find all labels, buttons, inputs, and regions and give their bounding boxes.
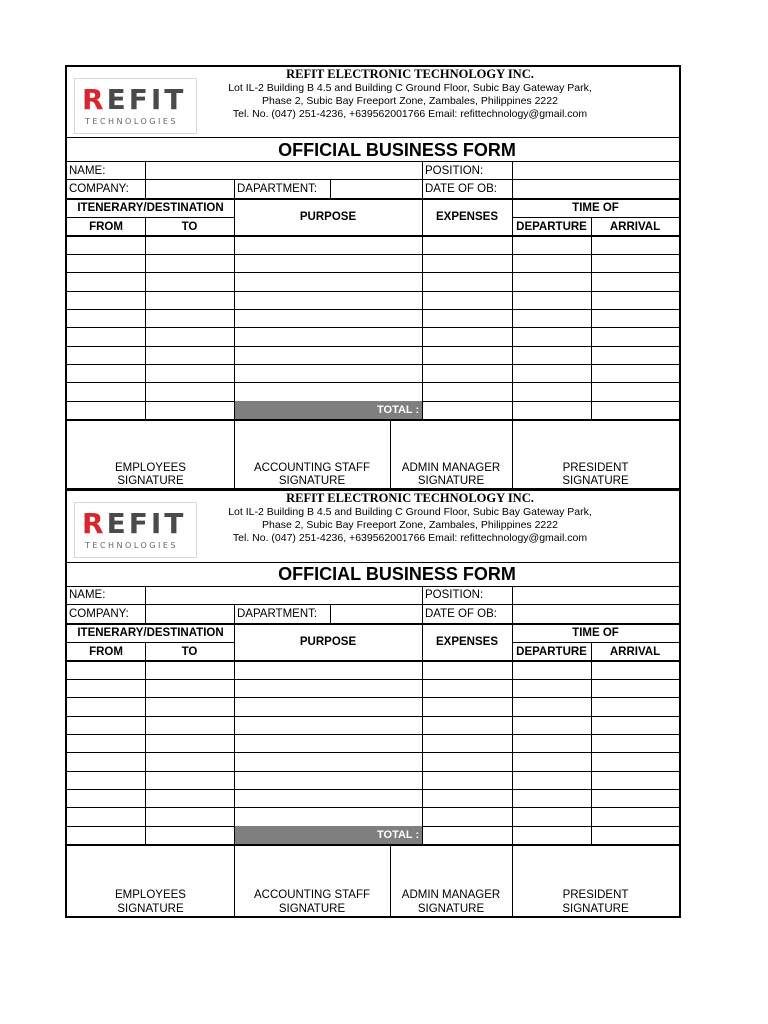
- name-input[interactable]: [146, 162, 422, 179]
- departure-header: DEPARTURE: [516, 221, 587, 233]
- purpose-header: PURPOSE: [299, 211, 357, 223]
- position-input[interactable]: [513, 587, 679, 604]
- accounting-signature-label: SIGNATURE: [278, 903, 346, 915]
- form-title: OFFICIAL BUSINESS FORM: [278, 140, 516, 160]
- accounting-label: ACCOUNTING STAFF: [253, 462, 371, 474]
- arrival-header: ARRIVAL: [609, 221, 661, 233]
- address-line-1: Lot IL-2 Building B 4.5 and Building C Ground Floor, Subic Bay Gateway Park,: [228, 506, 592, 518]
- itinerary-header: ITENERARY/DESTINATION: [77, 627, 224, 639]
- company-input[interactable]: [146, 180, 234, 198]
- company-label: COMPANY:: [69, 183, 129, 195]
- official-business-form-2: [65, 489, 681, 918]
- employees-signature-label: SIGNATURE: [117, 475, 184, 487]
- company-name: REFIT ELECTRONIC TECHNOLOGY INC.: [286, 491, 534, 505]
- contact-line: Tel. No. (047) 251-4236, +639562001766 Email: refittechnology@gmail.com: [232, 532, 588, 544]
- itinerary-header: ITENERARY/DESTINATION: [77, 202, 224, 214]
- president-signature-label: SIGNATURE: [562, 903, 629, 915]
- admin-signature-label: SIGNATURE: [417, 475, 485, 487]
- company-logo: [74, 502, 197, 558]
- time-of-header: TIME OF: [572, 627, 619, 639]
- arrival-header: ARRIVAL: [609, 646, 661, 658]
- date-of-ob-input[interactable]: [513, 605, 679, 623]
- company-name: REFIT ELECTRONIC TECHNOLOGY INC.: [286, 67, 534, 81]
- department-label: DAPARTMENT:: [237, 608, 318, 620]
- admin-label: ADMIN MANAGER: [401, 462, 501, 474]
- logo-subtitle: TECHNOLOGIES: [85, 117, 178, 126]
- company-label: COMPANY:: [69, 608, 129, 620]
- president-label: PRESIDENT: [562, 462, 629, 474]
- position-label: POSITION:: [425, 165, 484, 177]
- employees-label: EMPLOYEES: [115, 889, 186, 901]
- to-header: TO: [181, 221, 198, 233]
- date-of-ob-label: DATE OF OB:: [425, 608, 497, 620]
- department-input[interactable]: [331, 605, 422, 623]
- accounting-signature-label: SIGNATURE: [278, 475, 346, 487]
- address-line-2: Phase 2, Subic Bay Freeport Zone, Zambales, Philippines 2222: [262, 519, 558, 531]
- accounting-label: ACCOUNTING STAFF: [253, 889, 371, 901]
- employees-signature-label: SIGNATURE: [117, 903, 184, 915]
- total-label: TOTAL :: [377, 829, 420, 841]
- expenses-header: EXPENSES: [436, 211, 498, 223]
- employees-label: EMPLOYEES: [115, 462, 186, 474]
- official-business-form-1: [65, 65, 681, 490]
- president-label: PRESIDENT: [562, 889, 629, 901]
- total-label: TOTAL :: [377, 404, 420, 416]
- expenses-header: EXPENSES: [436, 636, 498, 648]
- date-of-ob-label: DATE OF OB:: [425, 183, 497, 195]
- contact-line: Tel. No. (047) 251-4236, +639562001766 Email: refittechnology@gmail.com: [232, 108, 588, 120]
- time-of-header: TIME OF: [572, 202, 619, 214]
- from-header: FROM: [89, 221, 123, 233]
- department-label: DAPARTMENT:: [237, 183, 318, 195]
- address-line-2: Phase 2, Subic Bay Freeport Zone, Zambales, Philippines 2222: [262, 95, 558, 107]
- name-input[interactable]: [146, 587, 422, 604]
- admin-label: ADMIN MANAGER: [401, 889, 501, 901]
- department-input[interactable]: [331, 180, 422, 198]
- company-input[interactable]: [146, 605, 234, 623]
- logo-subtitle: TECHNOLOGIES: [85, 541, 178, 550]
- form-title: OFFICIAL BUSINESS FORM: [278, 564, 516, 584]
- name-label: NAME:: [69, 165, 106, 177]
- logo-wordmark: REFIT: [82, 83, 187, 116]
- from-header: FROM: [89, 646, 123, 658]
- company-logo: [74, 78, 197, 134]
- date-of-ob-input[interactable]: [513, 180, 679, 198]
- president-signature-label: SIGNATURE: [562, 475, 629, 487]
- name-label: NAME:: [69, 589, 106, 601]
- position-label: POSITION:: [425, 589, 484, 601]
- purpose-header: PURPOSE: [299, 636, 357, 648]
- admin-signature-label: SIGNATURE: [417, 903, 485, 915]
- address-line-1: Lot IL-2 Building B 4.5 and Building C Ground Floor, Subic Bay Gateway Park,: [228, 82, 592, 94]
- departure-header: DEPARTURE: [516, 646, 587, 658]
- position-input[interactable]: [513, 162, 679, 179]
- to-header: TO: [181, 646, 198, 658]
- logo-wordmark: REFIT: [82, 507, 187, 540]
